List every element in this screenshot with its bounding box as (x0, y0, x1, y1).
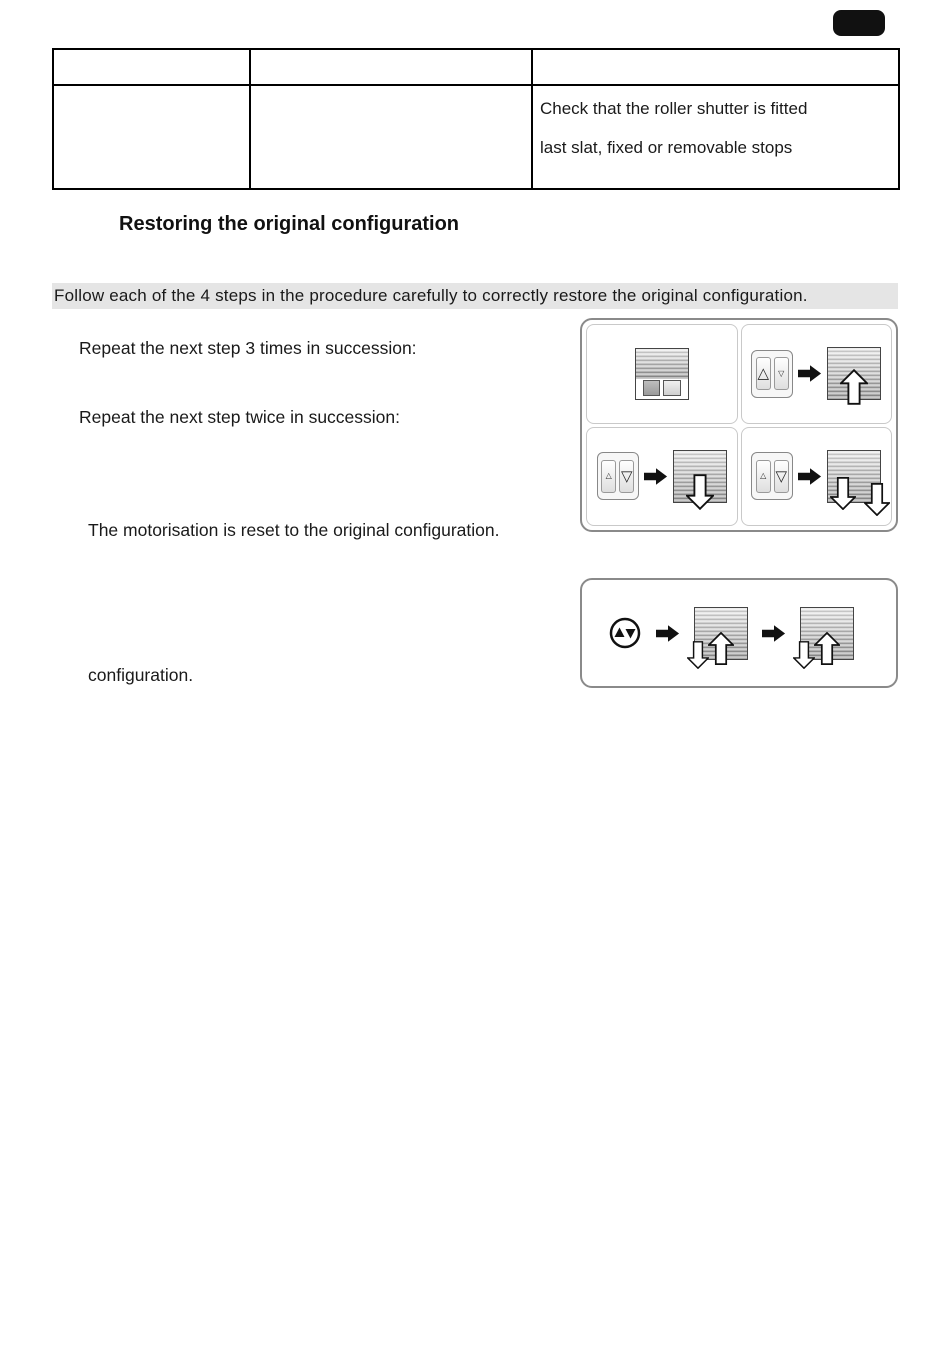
step-text-3: The motorisation is reset to the original configuration. (88, 520, 500, 540)
roller-shutter-up-icon (827, 347, 881, 400)
table-header-row (53, 49, 899, 85)
down-arrow-icon (686, 474, 714, 510)
shutter-pane (663, 380, 681, 396)
table-header-cell-1 (53, 49, 250, 85)
arrow-right-icon (798, 468, 822, 485)
shutter-panes (636, 379, 688, 399)
remote-up-button-icon: △ (756, 357, 771, 390)
roller-shutter-jog-icon (694, 607, 748, 660)
remote-down-button-icon: ▽ (774, 460, 789, 493)
procedure-note: Follow each of the 4 steps in the procedure carefully to correctly restore the original configuration. (52, 283, 898, 309)
remote-control-icon (751, 350, 793, 398)
arrow-right-icon (762, 625, 786, 642)
table-cell-1 (53, 85, 250, 189)
remote-down-button-icon: ▽ (774, 357, 789, 390)
down-arrow-icon (793, 641, 815, 669)
step-text-2: Repeat the next step twice in succession: (79, 407, 401, 427)
prog-button-icon (608, 616, 642, 650)
figure-panel-1 (586, 324, 738, 424)
remote-up-button-icon: △ (756, 460, 771, 493)
roller-shutter-down-icon (673, 450, 727, 503)
roller-shutter-icon (635, 348, 689, 400)
section-title: Restoring the original configuration (119, 213, 459, 235)
table-header-cell-3 (532, 49, 899, 85)
shutter-slats (636, 349, 688, 379)
table-cell-3 (532, 85, 899, 189)
up-arrow-icon (840, 369, 868, 405)
figure-panel-4 (741, 427, 893, 527)
reset-figure (580, 578, 898, 688)
table-cell-line-2: last slat, fixed or removable stops (540, 138, 793, 157)
down-arrow-icon (687, 641, 709, 669)
roller-shutter-jog-icon (800, 607, 854, 660)
remote-control-icon (751, 452, 793, 500)
figure-panel-3 (586, 427, 738, 527)
roller-shutter-down-double-icon (827, 450, 881, 503)
procedure-figure (580, 318, 898, 532)
shutter-pane (643, 380, 661, 396)
table-cell-line-1: Check that the roller shutter is fitted (540, 99, 808, 118)
info-table (52, 48, 900, 190)
arrow-right-icon (798, 365, 822, 382)
table-row (53, 85, 899, 189)
language-tab (833, 10, 885, 36)
step-text-4: configuration. (88, 665, 194, 685)
step-text-1: Repeat the next step 3 times in succession: (79, 338, 417, 358)
down-arrow-icon (864, 483, 890, 516)
remote-up-button-icon: △ (601, 460, 616, 493)
remote-down-button-icon: ▽ (619, 460, 634, 493)
remote-control-icon (597, 452, 639, 500)
arrow-right-icon (644, 468, 668, 485)
up-arrow-icon (708, 632, 734, 665)
arrow-right-icon (656, 625, 680, 642)
up-arrow-icon (814, 632, 840, 665)
figure-panel-2 (741, 324, 893, 424)
table-header-cell-2 (250, 49, 532, 85)
down-arrow-icon (830, 477, 856, 510)
table-cell-2 (250, 85, 532, 189)
